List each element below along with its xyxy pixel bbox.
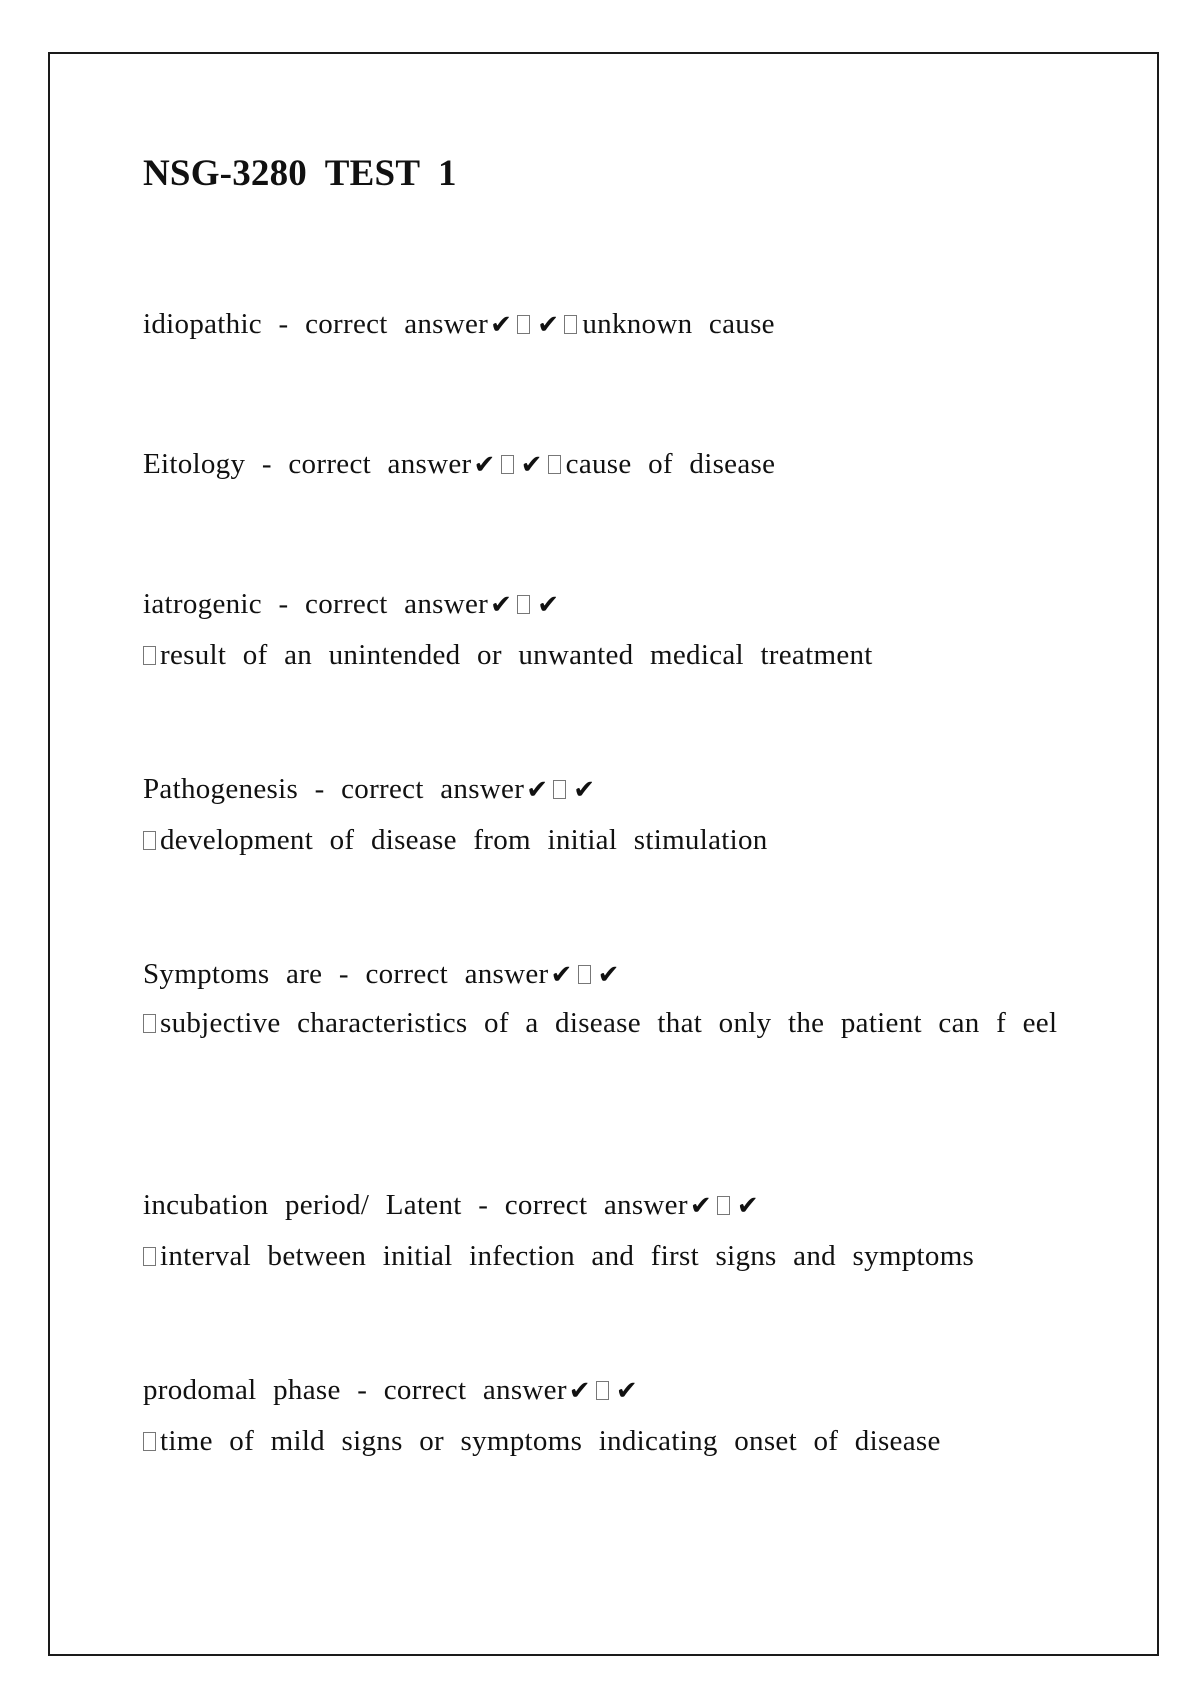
term: iatrogenic	[143, 588, 262, 620]
separator: -	[278, 308, 289, 340]
definition: time of mild signs or symptoms indicating onset of disease	[160, 1425, 941, 1457]
qa-entry	[143, 764, 1067, 865]
separator: -	[478, 1189, 489, 1221]
entry-question-line	[143, 949, 1067, 1000]
answer-label: correct answer	[305, 588, 489, 620]
entry-answer-line	[143, 1416, 1067, 1466]
definition: interval between initial infection and first signs and symptoms	[160, 1240, 975, 1272]
qa-entry	[143, 949, 1067, 1046]
missing-glyph-box-icon	[517, 595, 530, 614]
check-mark-icon: ✔	[490, 590, 513, 620]
separator: -	[338, 958, 349, 990]
check-mark-icon: ✔	[550, 960, 573, 990]
definition: subjective characteristics of a disease that only the patient can f eel	[160, 1007, 1058, 1039]
check-mark-icon: ✔	[526, 775, 549, 805]
missing-glyph-box-icon	[143, 1432, 156, 1451]
missing-glyph-box-icon	[717, 1196, 730, 1215]
check-mark-icon: ✔	[573, 775, 596, 805]
check-mark-icon: ✔	[615, 1376, 638, 1406]
answer-label: correct answer	[365, 958, 549, 990]
missing-glyph-box-icon	[578, 965, 591, 984]
entry-answer-line	[143, 1231, 1067, 1281]
entry-answer-line	[143, 1000, 1067, 1046]
entry-line	[143, 439, 1067, 490]
check-mark-icon: ✔	[736, 1191, 759, 1221]
missing-glyph-box-icon	[501, 455, 514, 474]
term: Pathogenesis	[143, 773, 299, 805]
entry-question-line	[143, 579, 1067, 630]
term: prodomal phase	[143, 1374, 341, 1406]
definition: cause of disease	[565, 448, 776, 480]
term: incubation period/ Latent	[143, 1189, 462, 1221]
definition: development of disease from initial stimulation	[160, 824, 768, 856]
entry-question-line	[143, 764, 1067, 815]
entry-answer-line	[143, 630, 1067, 680]
entry-answer-line	[143, 815, 1067, 865]
missing-glyph-box-icon	[596, 1381, 609, 1400]
missing-glyph-box-icon	[143, 1014, 156, 1033]
check-mark-icon: ✔	[473, 450, 496, 480]
separator: -	[261, 448, 272, 480]
missing-glyph-box-icon	[548, 455, 561, 474]
answer-label: correct answer	[504, 1189, 688, 1221]
entry-question-line	[143, 1365, 1067, 1416]
qa-entry	[143, 1180, 1067, 1281]
check-mark-icon: ✔	[689, 1191, 712, 1221]
missing-glyph-box-icon	[564, 315, 577, 334]
missing-glyph-box-icon	[517, 315, 530, 334]
check-mark-icon: ✔	[490, 310, 513, 340]
answer-label: correct answer	[341, 773, 525, 805]
answer-label: correct answer	[305, 308, 489, 340]
document-page	[48, 52, 1159, 1656]
qa-entry	[143, 579, 1067, 680]
entry-question-line	[143, 1180, 1067, 1231]
term: Eitology	[143, 448, 246, 480]
separator: -	[314, 773, 325, 805]
definition: result of an unintended or unwanted medical treatment	[160, 639, 873, 671]
term: idiopathic	[143, 308, 262, 340]
page-title: NSG-3280 TEST 1	[143, 153, 457, 194]
missing-glyph-box-icon	[143, 646, 156, 665]
missing-glyph-box-icon	[553, 780, 566, 799]
missing-glyph-box-icon	[143, 831, 156, 850]
separator: -	[357, 1374, 368, 1406]
entry-line	[143, 299, 1067, 350]
qa-entry	[143, 1365, 1067, 1466]
missing-glyph-box-icon	[143, 1247, 156, 1266]
check-mark-icon: ✔	[568, 1376, 591, 1406]
qa-entry	[143, 439, 1067, 490]
qa-entry	[143, 299, 1067, 350]
check-mark-icon: ✔	[537, 590, 560, 620]
answer-label: correct answer	[288, 448, 472, 480]
term: Symptoms are	[143, 958, 323, 990]
check-mark-icon: ✔	[520, 450, 543, 480]
definition: unknown cause	[582, 308, 775, 340]
check-mark-icon: ✔	[597, 960, 620, 990]
answer-label: correct answer	[383, 1374, 567, 1406]
separator: -	[278, 588, 289, 620]
check-mark-icon: ✔	[537, 310, 560, 340]
